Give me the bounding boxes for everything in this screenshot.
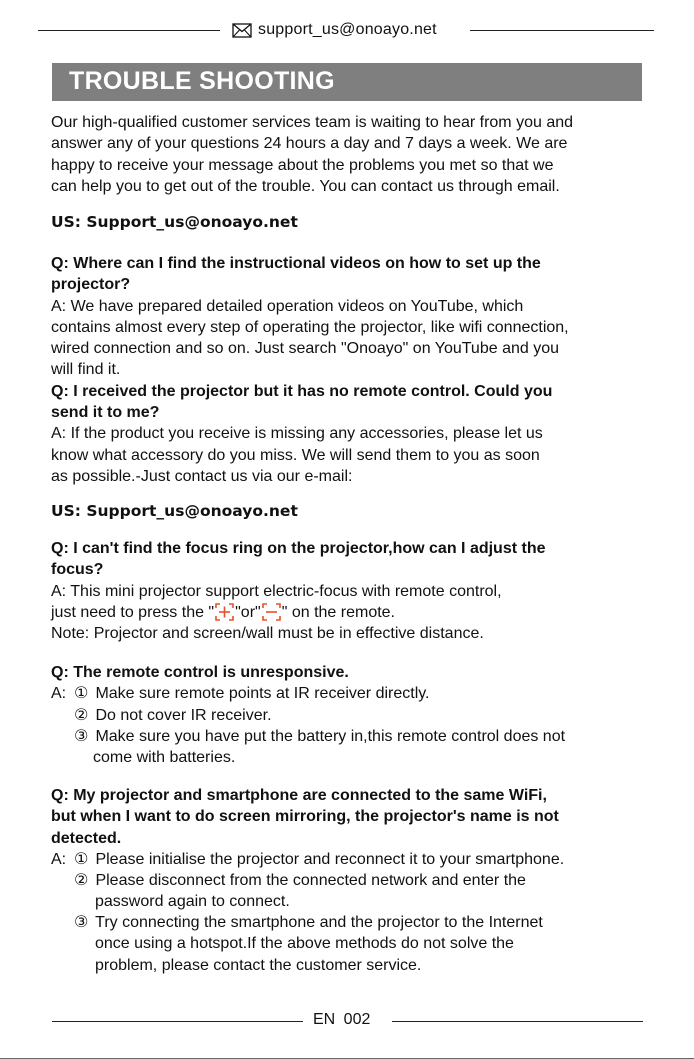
header-rule-left	[38, 30, 220, 31]
intro-line: can help you to get out of the trouble. You can contact us through email.	[51, 177, 560, 195]
faq-answer: as possible.-Just contact us via our e-mail:	[51, 467, 353, 485]
answer-step	[74, 726, 565, 747]
step-text: problem, please contact the customer service.	[95, 957, 422, 974]
answer-prefix: A:	[51, 851, 67, 868]
contact-email-line: US: Support_us@onoayo.net	[51, 502, 298, 520]
step-number: ②	[74, 872, 89, 889]
step-number: ①	[74, 685, 89, 702]
faq-answer: know what accessory do you miss. We will send them to you as soon	[51, 446, 540, 464]
header-rule-right	[470, 30, 654, 31]
step-text: Make sure remote points at IR receiver directly.	[95, 685, 430, 702]
faq-answer: will find it.	[51, 361, 121, 379]
faq-question: send it to me?	[51, 404, 160, 422]
contact-email-line: US: Support_us@onoayo.net	[51, 213, 298, 231]
faq-answer: contains almost every step of operating the projector, like wifi connection,	[51, 318, 569, 336]
answer-text: " on the remote.	[281, 603, 395, 621]
step-number: ①	[74, 851, 89, 868]
page-number: EN 002	[313, 1011, 371, 1028]
focus-plus-icon	[215, 603, 234, 621]
faq-answer: A: This mini projector support electric-focus with remote control,	[51, 582, 502, 600]
step-text: Do not cover IR receiver.	[95, 707, 272, 724]
envelope-icon	[232, 23, 252, 38]
intro-line: Our high-qualified customer services team is waiting to hear from you and	[51, 114, 574, 131]
step-text: Please disconnect from the connected network and enter the	[95, 872, 526, 889]
faq-focus	[51, 538, 651, 644]
faq-question: Q: My projector and smartphone are connected to the same WiFi,	[51, 787, 547, 804]
intro-line: answer any of your questions 24 hours a day and 7 days a week. We are	[51, 135, 568, 153]
faq-answer: A: We have prepared detailed operation videos on YouTube, which	[51, 297, 524, 315]
intro-paragraph	[51, 112, 651, 197]
faq-note: Note: Projector and screen/wall must be in effective distance.	[51, 625, 484, 643]
faq-videos	[51, 253, 651, 487]
faq-question: Q: I can't find the focus ring on the projector,how can I adjust the	[51, 540, 546, 557]
section-title-bar	[52, 63, 642, 101]
answer-prefix: A:	[51, 685, 67, 702]
section-title: TROUBLE SHOOTING	[69, 67, 335, 95]
header-email[interactable]: support_us@onoayo.net	[258, 21, 437, 38]
step-text: Try connecting the smartphone and the projector to the Internet	[95, 914, 543, 931]
footer-rule-left	[52, 1021, 303, 1022]
faq-answer: A: If the product you receive is missing any accessories, please let us	[51, 425, 543, 443]
faq-question: Q: I received the projector but it has no remote control. Could you	[51, 382, 553, 400]
faq-question: detected.	[51, 829, 122, 847]
intro-line: happy to receive your message about the problems you met so that we	[51, 156, 554, 174]
answer-step	[74, 870, 526, 891]
step-number: ②	[74, 707, 89, 724]
faq-answer: wired connection and so on. Just search "Onoayo" on YouTube and you	[51, 340, 559, 358]
step-text: Make sure you have put the battery in,this remote control does not	[95, 728, 566, 745]
faq-question: Q: The remote control is unresponsive.	[51, 664, 349, 681]
step-text: Please initialise the projector and reconnect it to your smartphone.	[95, 851, 565, 868]
answer-text: "or"	[235, 603, 261, 621]
faq-answer	[51, 602, 651, 623]
header-contact	[232, 19, 437, 41]
faq-mirroring	[51, 785, 651, 849]
step-text: password again to connect.	[95, 893, 290, 910]
step-text: once using a hotspot.If the above methods do not solve the	[95, 935, 514, 952]
faq-question: focus?	[51, 561, 104, 579]
step-number: ③	[74, 728, 89, 745]
answer-step	[74, 912, 543, 933]
answer-step	[74, 849, 564, 870]
step-number: ③	[74, 914, 89, 931]
step-text: come with batteries.	[93, 749, 236, 766]
faq-question: but when I want to do screen mirroring, the projector's name is not	[51, 808, 559, 826]
faq-question: Q: Where can I find the instructional videos on how to set up the	[51, 255, 541, 272]
focus-minus-icon	[262, 603, 281, 621]
answer-step	[74, 683, 430, 704]
answer-text: just need to press the "	[51, 603, 215, 621]
faq-question: projector?	[51, 276, 131, 294]
answer-step	[74, 705, 272, 726]
footer-rule-right	[392, 1021, 643, 1022]
